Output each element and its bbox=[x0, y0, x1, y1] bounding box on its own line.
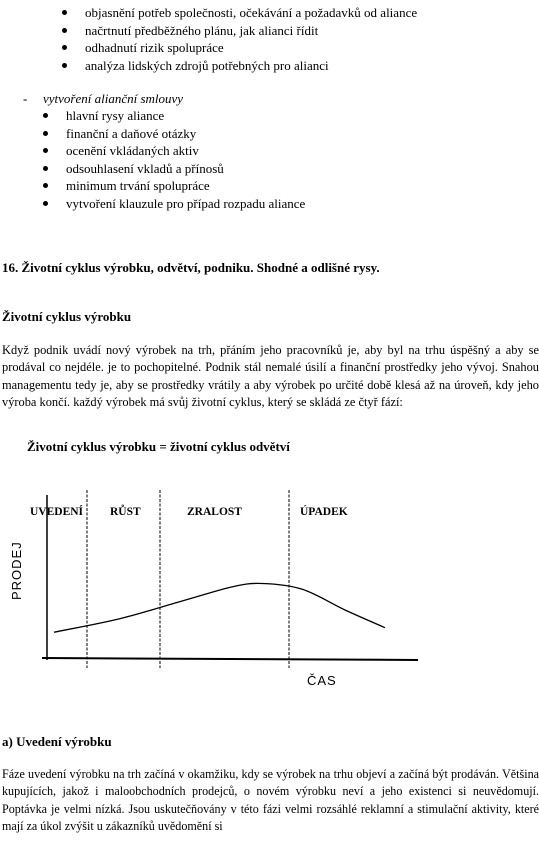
phase-label: UVEDENÍ bbox=[30, 506, 84, 518]
x-axis-label: ČAS bbox=[307, 673, 337, 688]
bullet-icon bbox=[62, 10, 67, 15]
dash-item-text: vytvoření alianční smlouvy bbox=[43, 91, 184, 106]
bullet-icon bbox=[62, 63, 67, 68]
bullet-icon bbox=[43, 183, 48, 188]
bullet-icon bbox=[43, 148, 48, 153]
heading-product-life-cycle: Životní cyklus výrobku bbox=[2, 309, 132, 324]
life-cycle-chart bbox=[0, 480, 539, 695]
bullet-icon bbox=[43, 201, 48, 206]
bullet-icon bbox=[43, 131, 48, 136]
sales-curve bbox=[54, 583, 385, 632]
list-item-text: odsouhlasení vkladů a přínosů bbox=[66, 160, 224, 176]
list-item-text: hlavní rysy aliance bbox=[66, 108, 165, 123]
bullet-icon bbox=[62, 45, 67, 50]
phase-labels bbox=[30, 503, 348, 518]
list-item-text: objasnění potřeb společnosti, očekávání a požadavků od aliance bbox=[85, 5, 418, 20]
phase-label: ZRALOST bbox=[187, 506, 242, 518]
paragraph-introduction-phase: Fáze uvedení výrobku na trh začíná v okamžiku, kdy se výrobek na trhu objeví a začíná být prodáván. Většina kupujících, jakož i maloobchodních prodejců, o novém výrobku neví a jeho existenci si neuvědomují. Poptávka je velmi nízká. Jsou uskutečňovány v této fázi velmi rozsáhlé reklamní a stimulační aktivity, které mají za úkol zvýšit u zákazníků uvědomění si bbox=[2, 767, 539, 834]
heading-introduction-phase: a) Uvedení výrobku bbox=[2, 734, 112, 749]
list-item-text: minimum trvání spolupráce bbox=[66, 178, 210, 193]
bullet-icon bbox=[62, 28, 67, 33]
phase-label: ÚPADEK bbox=[300, 506, 348, 518]
list-item-text: ocenění vkládaných aktiv bbox=[66, 143, 199, 158]
paragraph-intro: Když podnik uvádí nový výrobek na trh, přáním jeho pracovníků je, aby byl na trhu úspěšný a aby se prodával co nejdéle. je to pochopitelné. Podnik stál nemalé úsilí a finanční prostředky jeho vývoj. Snahou managementu tedy je, aby se prostředky vrátily a aby výrobek po určité době klesá až na úroveň, kdy jeho výroba končí. každý výrobek má svůj životní cyklus, který se skládá ze čtyř fází: bbox=[2, 343, 539, 409]
chart-title: Životní cyklus výrobku = životní cyklus odvětví bbox=[27, 439, 290, 454]
list-item-text: odhadnutí rizik spolupráce bbox=[85, 40, 224, 55]
list-item-text: analýza lidských zdrojů potřebných pro alianci bbox=[85, 57, 329, 73]
x-axis bbox=[42, 658, 418, 660]
list-item-text: načrtnutí předběžného plánu, jak alianci řídit bbox=[85, 22, 319, 38]
bullet-icon bbox=[43, 166, 48, 171]
y-axis-label: PRODEJ bbox=[9, 541, 24, 600]
phase-label: RŮST bbox=[110, 506, 141, 518]
list-item-text: vytvoření klauzule pro případ rozpadu aliance bbox=[66, 195, 306, 211]
list-item-text: finanční a daňové otázky bbox=[66, 125, 197, 141]
section-heading-16: 16. Životní cyklus výrobku, odvětví, podniku. Shodné a odlišné rysy. bbox=[2, 260, 380, 275]
bullet-icon bbox=[43, 113, 48, 118]
dash-marker: - bbox=[23, 91, 28, 106]
